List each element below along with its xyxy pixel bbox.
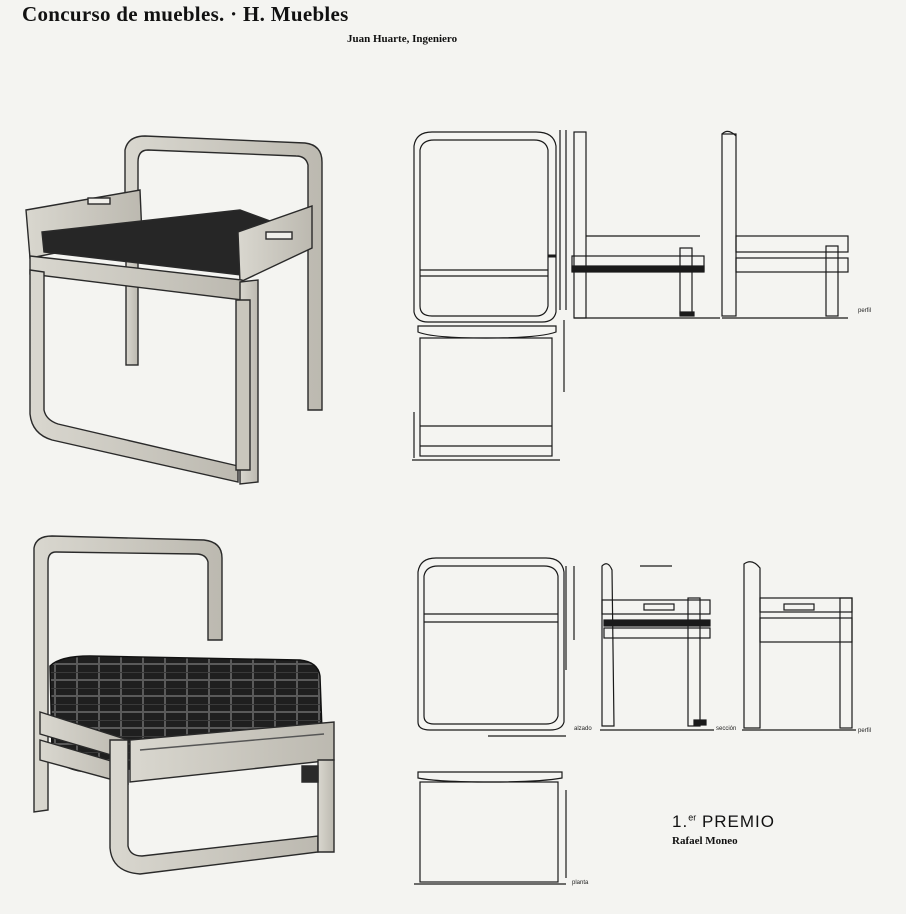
- award-title: [672, 812, 775, 832]
- award-rank: 1.: [672, 812, 689, 831]
- page-title: Concurso de muebles. · H. Muebles: [22, 2, 349, 26]
- page-subtitle: Juan Huarte, Ingeniero: [347, 33, 458, 45]
- label-bottom-plan: planta: [572, 880, 589, 886]
- award-prize-word: PREMIO: [701, 812, 775, 831]
- drawing-top-set: [412, 130, 848, 460]
- drawing-bottom-set: [414, 558, 856, 884]
- award-rank-suffix: er: [688, 812, 697, 823]
- award-winner: Rafael Moneo: [672, 835, 738, 847]
- photo-chair-top: [26, 136, 322, 484]
- photo-chair-bottom: [34, 536, 334, 874]
- label-bottom-front: alzado: [574, 726, 592, 732]
- label-bottom-section: sección: [716, 726, 737, 732]
- label-bottom-profile: perfil: [858, 728, 872, 734]
- label-top-profile: perfil: [858, 308, 872, 314]
